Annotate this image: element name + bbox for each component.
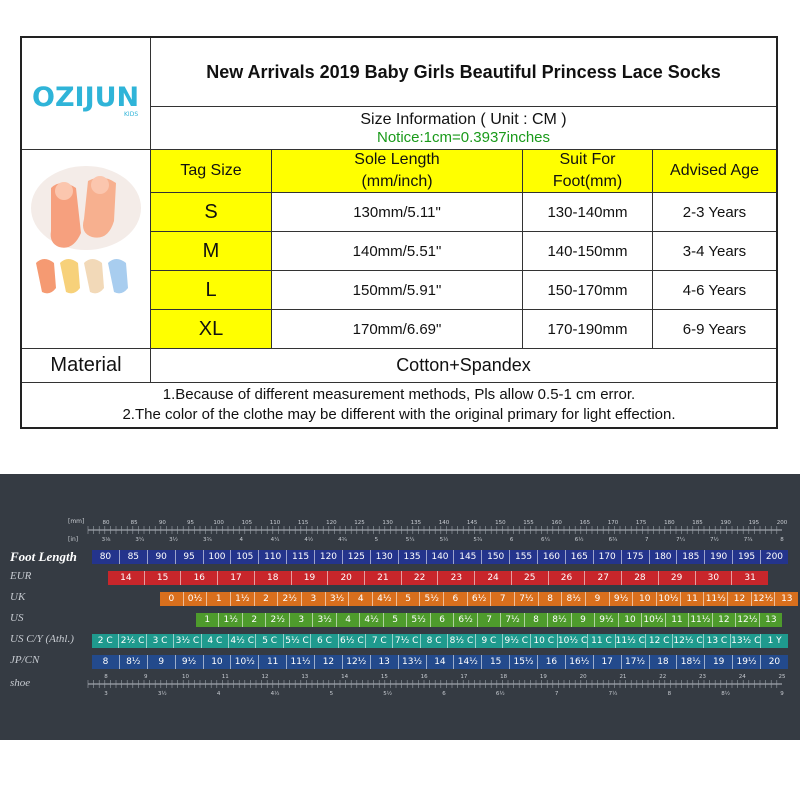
ruler-label: 85 xyxy=(130,520,138,526)
ruler-label: 4½ xyxy=(270,691,280,697)
size-band xyxy=(92,655,788,669)
size-value: 6½ C xyxy=(339,634,366,648)
ruler-label: 135 xyxy=(410,520,422,526)
size-value: 30 xyxy=(696,571,733,585)
ruler-label: 7½ xyxy=(608,691,618,697)
size-value: 8 xyxy=(525,613,548,627)
size-band xyxy=(196,613,782,627)
size-value: 3 xyxy=(290,613,313,627)
size-value: 110 xyxy=(259,550,287,564)
ruler-label: 13 xyxy=(301,674,309,680)
ruler-label: 21 xyxy=(619,674,627,680)
size-value: 16 xyxy=(181,571,218,585)
tag-size-cell: L xyxy=(151,271,271,309)
size-value: 1 xyxy=(207,592,231,606)
size-value: 0 xyxy=(160,592,184,606)
size-value: 10 xyxy=(204,655,232,669)
size-value: 2½ xyxy=(266,613,289,627)
ruler-label: 9 xyxy=(780,691,784,697)
size-value: 12 xyxy=(728,592,752,606)
material-value: Cotton+Spandex xyxy=(396,355,531,375)
size-value: 29 xyxy=(659,571,696,585)
size-value: 1½ xyxy=(231,592,255,606)
size-value: 8 xyxy=(539,592,563,606)
ruler-label: 3⅛ xyxy=(101,537,111,543)
size-value: 15½ xyxy=(510,655,538,669)
size-value: 2 xyxy=(255,592,279,606)
size-value: 80 xyxy=(92,550,120,564)
tag-size-cell: M xyxy=(151,232,271,270)
ozijun-logo-icon xyxy=(30,74,150,118)
row-label: UK xyxy=(10,591,26,603)
sole-length-cell: 170mm/6.69" xyxy=(352,320,442,338)
size-value: 8½ C xyxy=(448,634,475,648)
size-value: 160 xyxy=(538,550,566,564)
size-band xyxy=(92,550,788,564)
ruler-label: 125 xyxy=(354,520,365,526)
row-label: US xyxy=(10,612,24,624)
ruler-label: 80 xyxy=(102,520,110,526)
ruler-label: 24 xyxy=(738,674,746,680)
size-value: 12½ xyxy=(752,592,776,606)
size-value: 9½ xyxy=(176,655,204,669)
advised-age-cell: 2-3 Years xyxy=(682,203,747,221)
header-tag-size: Tag Size xyxy=(151,150,271,192)
size-value: 140 xyxy=(427,550,455,564)
size-value: 7½ xyxy=(515,592,539,606)
ruler-label: 14 xyxy=(341,674,349,680)
size-value: 155 xyxy=(510,550,538,564)
ruler-label: 7¼ xyxy=(676,537,686,543)
size-value: 5 xyxy=(384,613,407,627)
size-value: 1 xyxy=(196,613,219,627)
material-label: Material xyxy=(50,354,122,376)
size-value: 3½ C xyxy=(174,634,201,648)
size-value: 11 xyxy=(681,592,705,606)
row-label: shoe xyxy=(10,677,31,689)
ruler-label: 8½ xyxy=(721,691,731,697)
ruler-label: 100 xyxy=(213,520,224,526)
ruler-label: 145 xyxy=(466,520,478,526)
ruler-label: 18 xyxy=(500,674,508,680)
ruler-label: 16 xyxy=(420,674,428,680)
size-value: 10½ xyxy=(231,655,259,669)
size-value: 11½ C xyxy=(615,636,645,646)
size-value: 90 xyxy=(148,550,176,564)
ruler-label: 7 xyxy=(554,691,559,697)
suit-foot-cell: 150-170mm xyxy=(547,281,628,299)
size-value: 8½ xyxy=(548,613,571,627)
size-value: 3 C xyxy=(147,634,174,648)
ruler-label: 8 xyxy=(104,674,108,680)
size-value: 11½ xyxy=(287,655,315,669)
size-value: 10½ xyxy=(642,613,665,627)
size-value: 2 C xyxy=(92,634,119,648)
size-value: 135 xyxy=(399,550,427,564)
logo-text: OZIJUN xyxy=(32,82,140,113)
size-value: 17 xyxy=(218,571,255,585)
row-label: EUR xyxy=(10,570,32,582)
size-value: 115 xyxy=(287,550,315,564)
size-value: 10½ xyxy=(657,592,681,606)
tag-size-cell: XL xyxy=(151,310,271,348)
size-value: 11 xyxy=(259,655,287,669)
ruler-label: 195 xyxy=(748,520,760,526)
size-value: 145 xyxy=(454,550,482,564)
ruler-label: 3¾ xyxy=(202,537,212,543)
ruler-label: 4½ xyxy=(304,537,314,543)
size-value: 190 xyxy=(705,550,733,564)
size-value: 14 xyxy=(108,571,145,585)
ruler-label: 19 xyxy=(539,674,547,680)
size-value: 24 xyxy=(475,571,512,585)
size-value: 3 xyxy=(302,592,326,606)
size-value: 1 Y xyxy=(767,636,782,646)
size-value: 28 xyxy=(622,571,659,585)
size-value: 170 xyxy=(594,550,622,564)
size-value: 5½ xyxy=(420,592,444,606)
ruler-label: 130 xyxy=(382,520,393,526)
ruler-label: 6 xyxy=(509,537,514,543)
ruler-label: 23 xyxy=(698,674,706,680)
size-value: 14½ xyxy=(454,655,482,669)
size-value: 23 xyxy=(438,571,475,585)
size-value: 180 xyxy=(650,550,678,564)
size-value: 9 xyxy=(586,592,610,606)
header-suit-foot: Suit For Foot(mm) xyxy=(523,150,652,192)
size-value: 13 xyxy=(781,594,793,604)
ruler-label: 105 xyxy=(241,520,253,526)
size-value: 10½ C xyxy=(557,636,588,646)
size-value: 9 C xyxy=(476,634,503,648)
size-value: 13 C xyxy=(704,634,731,648)
ruler-label: 12 xyxy=(261,674,269,680)
size-value: 11 C xyxy=(588,634,615,648)
row-label: US C/Y (Athl.) xyxy=(10,633,74,645)
size-value: 3½ xyxy=(326,592,350,606)
size-value: 13½ xyxy=(399,655,427,669)
size-table xyxy=(20,36,778,429)
size-value: 12 C xyxy=(646,634,673,648)
ruler-label: 140 xyxy=(438,520,450,526)
size-value: 6 xyxy=(431,613,454,627)
size-value: 16½ xyxy=(566,655,594,669)
ruler-label: 22 xyxy=(659,674,667,680)
size-value: 7 xyxy=(478,613,501,627)
ruler-label: 9 xyxy=(144,674,148,680)
ruler-label: 5¼ xyxy=(405,537,415,543)
advised-age-cell: 3-4 Years xyxy=(682,242,747,260)
ruler-label: 3½ xyxy=(169,537,179,543)
header-advised-age: Advised Age xyxy=(653,150,776,192)
size-value: 105 xyxy=(231,550,259,564)
ruler-label: 5½ xyxy=(383,691,393,697)
ruler-label: 4¾ xyxy=(338,537,348,543)
ruler-label: 7½ xyxy=(709,537,719,543)
size-value: 7½ C xyxy=(393,634,420,648)
ruler-label: 3¼ xyxy=(135,537,145,543)
ruler-label: 8 xyxy=(780,537,784,543)
size-value: 6½ xyxy=(468,592,492,606)
size-value: 4 C xyxy=(202,634,229,648)
ruler-unit-in: [in] xyxy=(68,536,79,543)
brand-logo xyxy=(30,74,150,118)
size-value: 9½ C xyxy=(503,634,530,648)
size-value: 12 xyxy=(315,655,343,669)
size-value: 17 xyxy=(594,655,622,669)
size-value: 9 xyxy=(148,655,176,669)
shoe-size-chart xyxy=(0,474,800,740)
size-value: 18½ xyxy=(677,655,705,669)
size-value: 12½ xyxy=(736,613,759,627)
suit-foot-cell: 140-150mm xyxy=(547,242,628,260)
ruler-label: 115 xyxy=(297,520,309,526)
ruler-label: 200 xyxy=(776,520,788,526)
size-value: 25 xyxy=(512,571,549,585)
size-value: 31 xyxy=(744,573,756,583)
size-value: 9½ xyxy=(610,592,634,606)
row-label: JP/CN xyxy=(10,654,40,666)
size-value: 14 xyxy=(427,655,455,669)
size-value: 200 xyxy=(765,552,784,562)
size-band xyxy=(108,571,768,585)
ruler-label: 5¾ xyxy=(473,537,483,543)
ruler-label: 110 xyxy=(269,520,281,526)
sole-length-cell: 140mm/5.51" xyxy=(352,242,442,260)
size-value: 4 xyxy=(337,613,360,627)
ruler-bottom xyxy=(70,672,790,697)
ruler-label: 150 xyxy=(495,520,506,526)
size-value: 4 xyxy=(349,592,373,606)
size-value: 175 xyxy=(622,550,650,564)
size-value: 11½ xyxy=(689,613,712,627)
sole-length-cell: 130mm/5.11" xyxy=(353,203,441,221)
ruler-label: 120 xyxy=(326,520,337,526)
size-value: 18 xyxy=(650,655,678,669)
size-value: 10 xyxy=(633,592,657,606)
ruler-label: 90 xyxy=(158,520,166,526)
size-value: 11 xyxy=(666,613,689,627)
ruler-label: 6½ xyxy=(495,691,505,697)
size-value: 7 xyxy=(491,592,515,606)
size-value: 27 xyxy=(585,571,622,585)
ruler-label: 160 xyxy=(551,520,562,526)
size-info-cell xyxy=(151,107,776,149)
size-value: 4½ xyxy=(373,592,397,606)
ruler-label: 7¾ xyxy=(743,537,753,543)
size-value: 150 xyxy=(482,550,510,564)
size-value: 6 xyxy=(444,592,468,606)
ruler-label: 95 xyxy=(187,520,194,526)
size-value: 2½ C xyxy=(119,634,146,648)
size-band xyxy=(92,634,788,648)
size-value: 10 C xyxy=(531,634,558,648)
size-value: 3½ xyxy=(313,613,336,627)
size-value: 21 xyxy=(365,571,402,585)
ruler-label: 165 xyxy=(579,520,591,526)
size-value: 13½ C xyxy=(731,636,761,646)
advised-age-cell: 4-6 Years xyxy=(682,281,747,299)
note-1: 1.Because of different measurement methods, Pls allow 0.5-1 cm error. xyxy=(162,386,636,403)
header-sole-length: Sole Length (mm/inch) xyxy=(272,150,522,192)
size-value: 0½ xyxy=(184,592,208,606)
ruler-label: 6½ xyxy=(574,537,584,543)
size-value: 2 xyxy=(243,613,266,627)
size-value: 7½ xyxy=(501,613,524,627)
size-value: 8½ xyxy=(120,655,148,669)
sole-length-cell: 150mm/5.91" xyxy=(352,281,442,299)
size-value: 8 xyxy=(92,655,120,669)
ruler-label: 4 xyxy=(216,691,221,697)
size-value: 2½ xyxy=(278,592,302,606)
size-value: 4½ C xyxy=(229,634,256,648)
ruler-label: 190 xyxy=(720,520,731,526)
ruler-label: 5 xyxy=(329,691,334,697)
ruler-label: 11 xyxy=(221,674,229,680)
size-value: 5½ C xyxy=(284,634,311,648)
size-value: 195 xyxy=(733,550,761,564)
size-value: 9½ xyxy=(595,613,618,627)
page-title: New Arrivals 2019 Baby Girls Beautiful Princess Lace Socks xyxy=(206,61,721,82)
size-value: 9 xyxy=(572,613,595,627)
ruler-label: 6¾ xyxy=(608,537,618,543)
size-value: 5½ xyxy=(407,613,430,627)
notes xyxy=(22,383,776,427)
size-value: 15 xyxy=(145,571,182,585)
tag-size-cell: S xyxy=(151,193,271,231)
size-value: 12½ xyxy=(343,655,371,669)
ruler-label: 6 xyxy=(442,691,446,697)
size-value: 95 xyxy=(176,550,204,564)
size-band xyxy=(160,592,798,606)
ruler-label: 3½ xyxy=(157,691,167,697)
ruler-label: 4 xyxy=(239,537,243,543)
size-value: 12 xyxy=(713,613,736,627)
advised-age-cell: 6-9 Years xyxy=(682,320,747,338)
size-value: 130 xyxy=(371,550,399,564)
ruler-label: 10 xyxy=(182,674,190,680)
size-value: 11½ xyxy=(704,592,728,606)
size-value: 5 xyxy=(397,592,421,606)
size-value: 6 C xyxy=(311,634,338,648)
suit-foot-cell: 170-190mm xyxy=(547,320,628,338)
size-value: 13 xyxy=(371,655,399,669)
size-value: 18 xyxy=(255,571,292,585)
ruler-label: 180 xyxy=(664,520,675,526)
size-value: 12½ C xyxy=(673,636,703,646)
size-value: 10 xyxy=(619,613,642,627)
size-value: 125 xyxy=(343,550,371,564)
size-value: 8 C xyxy=(421,634,448,648)
logo-subtext: KIDS xyxy=(124,111,139,118)
ruler-label: 3 xyxy=(104,691,108,697)
product-photo xyxy=(26,163,146,313)
ruler-label: 155 xyxy=(523,520,534,526)
size-value: 165 xyxy=(566,550,594,564)
size-value: 20 xyxy=(768,657,781,667)
size-value: 6½ xyxy=(454,613,477,627)
size-value: 8½ xyxy=(562,592,586,606)
ruler-label: 8 xyxy=(667,691,672,697)
ruler-label: 170 xyxy=(607,520,619,526)
size-value: 85 xyxy=(120,550,148,564)
ruler-unit-mm: [mm] xyxy=(68,518,85,525)
ruler-label: 25 xyxy=(778,674,786,680)
unit-notice: Notice:1cm=0.3937inches xyxy=(376,128,551,146)
row-label: Foot Length xyxy=(10,549,77,564)
ruler-label: 5½ xyxy=(439,537,449,543)
size-value: 19 xyxy=(292,571,329,585)
size-value: 15 xyxy=(482,655,510,669)
size-value: 26 xyxy=(549,571,586,585)
size-value: 5 C xyxy=(256,634,283,648)
ruler-label: 4¼ xyxy=(270,537,280,543)
size-value: 185 xyxy=(677,550,705,564)
ruler-label: 15 xyxy=(380,674,388,680)
ruler-label: 7 xyxy=(645,537,649,543)
size-value: 16 xyxy=(538,655,566,669)
size-value: 4½ xyxy=(360,613,383,627)
ruler-label: 20 xyxy=(579,674,587,680)
size-value: 13 xyxy=(765,615,777,625)
ruler-label: 175 xyxy=(635,520,647,526)
size-info-text: Size Information ( Unit : CM ) xyxy=(360,110,567,128)
size-value: 100 xyxy=(204,550,232,564)
size-value: 1½ xyxy=(219,613,242,627)
size-value: 20 xyxy=(328,571,365,585)
ruler-label: 6¼ xyxy=(540,537,550,543)
size-value: 7 C xyxy=(366,634,393,648)
note-2: 2.The color of the clothe may be different with the original primary for light effection. xyxy=(122,406,676,423)
size-value: 120 xyxy=(315,550,343,564)
ruler-label: 17 xyxy=(460,674,468,680)
ruler-label: 5 xyxy=(374,537,379,543)
size-value: 19 xyxy=(705,655,733,669)
ruler-label: 185 xyxy=(692,520,703,526)
suit-foot-cell: 130-140mm xyxy=(547,203,628,221)
size-value: 22 xyxy=(402,571,439,585)
size-value: 19½ xyxy=(733,655,761,669)
size-value: 17½ xyxy=(622,655,650,669)
